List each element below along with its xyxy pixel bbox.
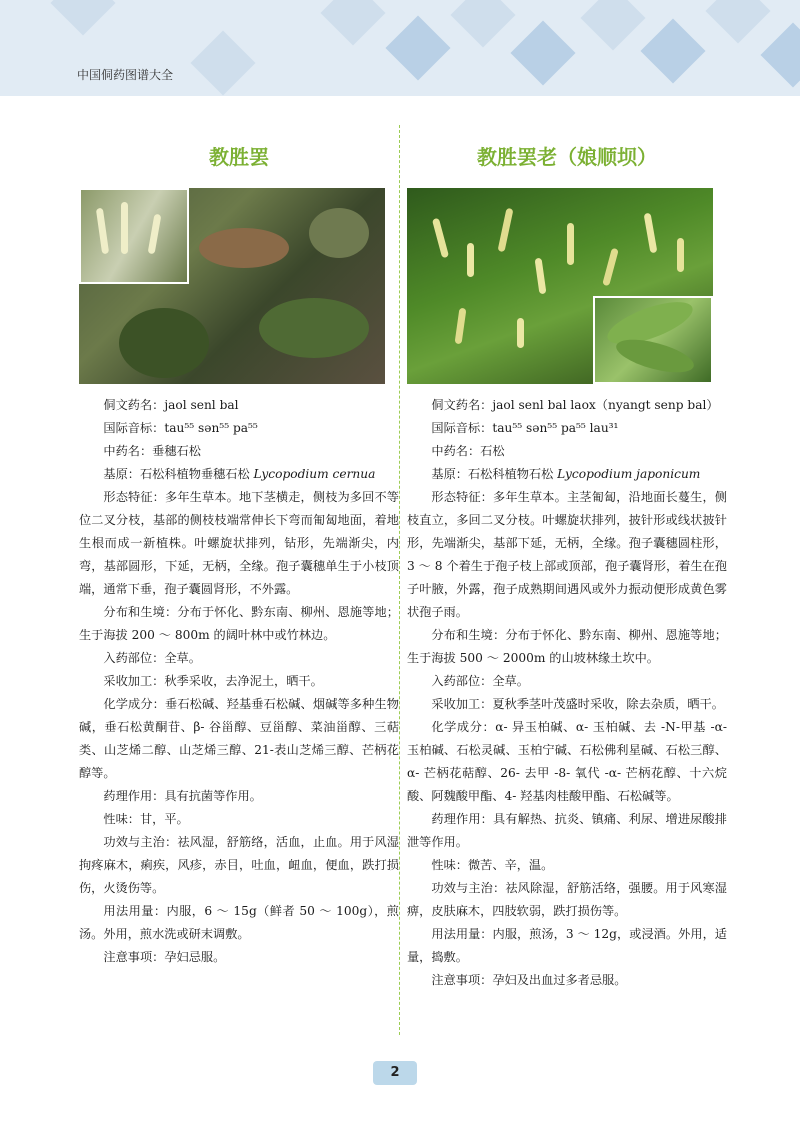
latin-name: Lycopodium japonicum <box>557 467 701 481</box>
spore-spike-shape <box>567 223 574 265</box>
left-inset-photo <box>79 188 189 284</box>
header-decoration <box>760 22 800 87</box>
header-decoration <box>385 15 450 80</box>
latin-name: Lycopodium cernua <box>253 467 376 481</box>
right-description <box>407 394 727 992</box>
spore-spike-shape <box>432 218 449 258</box>
chemistry: 化学成分：垂石松碱、羟基垂石松碱、烟碱等多种生物碱，垂石松黄酮苷、β- 谷甾醇、豆甾醇、菜油甾醇、三萜类、山芝烯二醇、山芝烯三醇、21-表山芝烯三醇、芒柄花醇等。 <box>79 697 399 780</box>
spore-spike-shape <box>677 238 684 272</box>
distribution: 分布和生境：分布于怀化、黔东南、柳州、恩施等地；生于海拔 200 ～ 800m 的阔叶林中或竹林边。 <box>79 605 399 642</box>
nature-taste: 性味：微苦、辛，温。 <box>431 858 554 872</box>
right-plant-photo <box>407 188 713 384</box>
spore-spike-shape <box>535 258 547 295</box>
processing: 采收加工：秋季采收，去净泥土，晒干。 <box>103 674 323 688</box>
left-plant-photo <box>79 188 385 384</box>
header-decoration <box>450 0 515 48</box>
efficacy: 功效与主治：祛风除湿，舒筋活络，强腰。用于风寒湿痹，皮肤麻木，四肢软弱，跌打损伤等。 <box>407 881 727 918</box>
origin-text: 基原：石松科植物垂穗石松 <box>103 467 250 481</box>
page-header <box>0 0 800 96</box>
page-number: 2 <box>373 1061 417 1085</box>
fern-foliage-shape <box>119 308 209 378</box>
column-divider <box>399 125 400 1035</box>
spore-spike-shape <box>467 243 474 277</box>
header-decoration <box>190 30 255 95</box>
left-description <box>79 394 399 969</box>
caution: 注意事项：孕妇及出血过多者忌服。 <box>431 973 627 987</box>
spore-spike-shape <box>455 308 467 345</box>
efficacy: 功效与主治：祛风湿，舒筋络，活血，止血。用于风湿拘疼麻木，痢疾，风疹，赤目，吐血，衄血，便血，跌打损伤，火烫伤等。 <box>79 835 399 895</box>
header-decoration <box>50 0 115 36</box>
pharmacology: 药理作用：具有解热、抗炎、镇痛、利尿、增进尿酸排泄等作用。 <box>407 812 727 849</box>
header-decoration <box>320 0 385 46</box>
origin-text: 基原：石松科植物石松 <box>431 467 554 481</box>
header-decoration <box>705 0 770 44</box>
distribution: 分布和生境：分布于怀化、黔东南、柳州、恩施等地；生于海拔 500 ～ 2000m 的山坡林缘土坎中。 <box>407 628 727 665</box>
fern-foliage-shape <box>613 333 697 379</box>
origin <box>79 463 399 486</box>
pharmacology: 药理作用：具有抗菌等作用。 <box>103 789 262 803</box>
chinese-medicine-name: 中药名：垂穗石松 <box>103 444 201 458</box>
dry-leaf-shape <box>199 228 289 268</box>
ipa-name: 国际音标：tau⁵⁵ sən⁵⁵ pa⁵⁵ <box>103 421 258 435</box>
fern-foliage-shape <box>259 298 369 358</box>
origin <box>407 463 727 486</box>
usage: 用法用量：内服，6 ～ 15g（鲜者 50 ～ 100g），煎汤。外用，煎水洗或研末调敷。 <box>79 904 399 941</box>
fern-foliage-shape <box>309 208 369 258</box>
book-title: 中国侗药图谱大全 <box>77 68 174 82</box>
processing: 采收加工：夏秋季茎叶茂盛时采收，除去杂质，晒干。 <box>431 697 724 711</box>
ipa-name: 国际音标：tau⁵⁵ sən⁵⁵ pa⁵⁵ lau³¹ <box>431 421 619 435</box>
dong-name: 侗文药名：jaol senl bal laox（nyangt senp bal） <box>431 398 719 412</box>
spore-spike-shape <box>121 202 128 254</box>
spore-spike-shape <box>644 213 658 254</box>
spore-spike-shape <box>96 208 109 255</box>
left-entry <box>79 140 399 969</box>
header-decoration <box>510 20 575 85</box>
header-decoration <box>640 18 705 83</box>
caution: 注意事项：孕妇忌服。 <box>103 950 226 964</box>
usage: 用法用量：内服，煎汤，3 ～ 12g，或浸酒。外用，适量，捣敷。 <box>407 927 727 964</box>
spore-spike-shape <box>148 214 162 255</box>
right-entry <box>407 140 727 992</box>
morphology: 形态特征：多年生草本。地下茎横走，侧枝为多回不等位二叉分枝，基部的侧枝枝端常伸长下弯而匍匐地面，着地生根而成一新植株。叶螺旋状排列，钻形，先端渐尖，内弯，基部圆形，下延，无柄，全缘。孢子囊穗单生于小枝顶端，通常下垂，孢子囊圆肾形，不外露。 <box>79 490 399 596</box>
right-plant-title: 教胜罢老（娘顺坝） <box>477 145 657 169</box>
spore-spike-shape <box>498 208 514 252</box>
medicinal-part: 入药部位：全草。 <box>431 674 529 688</box>
chemistry: 化学成分：α- 异玉柏碱、α- 玉柏碱、去 -N-甲基 -α- 玉柏碱、石松灵碱、玉柏宁碱、石松佛利星碱、石松三醇、α- 芒柄花萜醇、26- 去甲 -8- 氧代 -α- 芒柄花醇、十六烷酸、阿魏酸甲酯、4- 羟基肉桂酸甲酯、石松碱等。 <box>407 720 727 803</box>
chinese-medicine-name: 中药名：石松 <box>431 444 505 458</box>
right-inset-photo <box>593 296 713 384</box>
spore-spike-shape <box>517 318 524 348</box>
header-decoration <box>580 0 645 51</box>
dong-name: 侗文药名：jaol senl bal <box>103 398 239 412</box>
left-plant-title: 教胜罢 <box>209 145 269 169</box>
medicinal-part: 入药部位：全草。 <box>103 651 201 665</box>
spore-spike-shape <box>602 248 619 287</box>
nature-taste: 性味：甘，平。 <box>103 812 189 826</box>
morphology: 形态特征：多年生草本。主茎匍匐，沿地面长蔓生，侧枝直立，多回二叉分枝。叶螺旋状排列，披针形或线状披针形，先端渐尖，基部下延，无柄，全缘。孢子囊穗圆柱形，3 ～ 8 个着生于孢子枝上部或顶部，孢子囊肾形，着生在孢子叶腋，外露，孢子成熟期间遇风或外力振动便形成黄色雾状孢子雨。 <box>407 490 727 619</box>
